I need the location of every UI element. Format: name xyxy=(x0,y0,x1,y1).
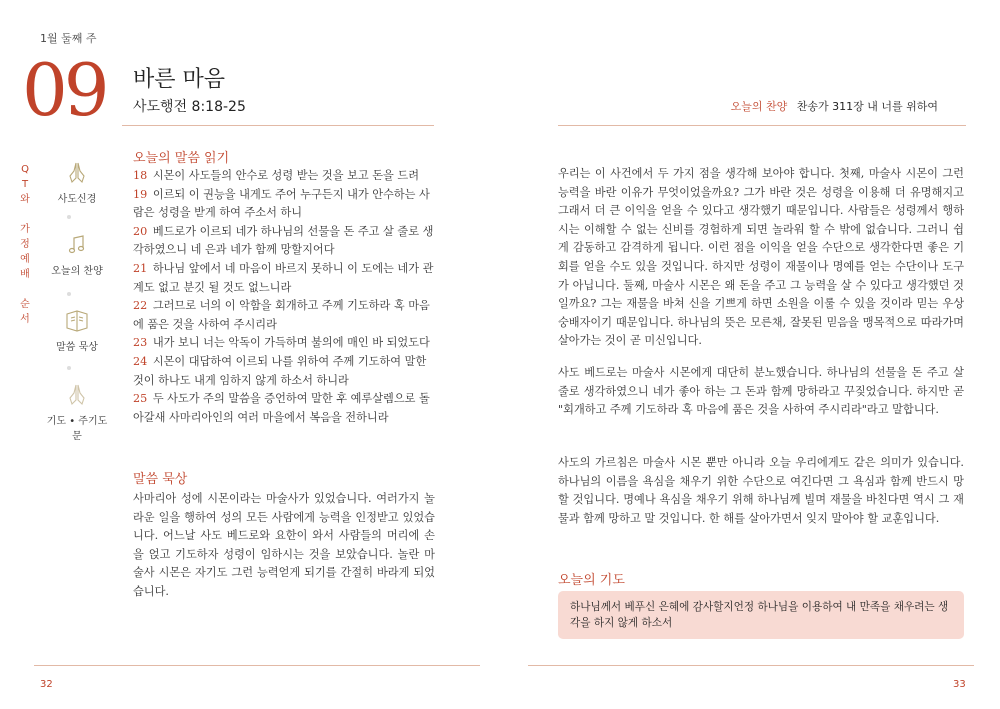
verse: 21 하나님 앞에서 네 마음이 바르지 못하니 이 도에는 네가 관계도 없고 분깃 될 것도 없느니라 xyxy=(133,261,434,294)
step-label: 기도 • 주기도문 xyxy=(46,416,108,442)
music-note-icon xyxy=(62,232,92,258)
day-number: 09 xyxy=(22,48,106,132)
prayer-heading: 오늘의 기도 xyxy=(558,573,625,588)
footer-rule-right xyxy=(528,665,974,666)
verse: 24 시몬이 대답하여 이르되 나를 위하여 주께 기도하여 말한 것이 하나도 내게 임하지 않게 하소서 하니라 xyxy=(133,354,427,387)
page-number-left: 32 xyxy=(40,679,53,690)
meditation-paragraph: 사도의 가르침은 마술사 시몬 뿐만 아니라 오늘 우리에게도 같은 의미가 있습니다. 하나님의 이름을 욕심을 채우기 위한 수단으로 여긴다면 그 욕심과 함께 반드시 망할 것입니다. 명예나 욕심을 채우기 위해 하나님께 빌며 재물을 바친다면 역시 그 재물과 함께 망하고 말 것입니다. 한 해를 살아가면서 잊지 말아야 할 교훈입니다. xyxy=(558,456,964,525)
header-rule-right xyxy=(558,125,966,126)
praying-hands-icon xyxy=(62,382,92,408)
qt-order-vertical-label: Q T 와 가 정 예 배 순 서 xyxy=(20,164,30,325)
verse: 23 내가 보니 너는 악독이 가득하며 불의에 매인 바 되었도다 xyxy=(133,336,430,350)
step-label: 사도신경 xyxy=(57,194,97,205)
verse: 19 이르되 이 권능을 내게도 주어 누구든지 내가 안수하는 사람은 성령을 받게 하여 주소서 하니 xyxy=(133,187,430,220)
prayer-box: 하나님께서 베푸신 은혜에 감사할지언정 하나님을 이용하여 내 만족을 채우려는 생각을 하지 않게 하소서 xyxy=(558,591,964,639)
step-prayer xyxy=(42,382,112,442)
meditation-heading: 말씀 묵상 xyxy=(133,472,188,487)
verse: 18 시몬이 사도들의 안수로 성령 받는 것을 보고 돈을 드려 xyxy=(133,169,420,182)
header-rule-left xyxy=(122,125,434,126)
verse: 25 두 사도가 주의 말씀을 증언하여 말한 후 예루살렘으로 돌아갈새 사마리아인의 여러 마을에서 복음을 전하니라 xyxy=(133,392,430,424)
step-meditation xyxy=(42,308,112,353)
verse: 22 그러므로 너의 이 악함을 회개하고 주께 기도하라 혹 마음에 품은 것을 사하여 주시리라 xyxy=(133,299,430,331)
meditation-paragraph: 우리는 이 사건에서 두 가지 점을 생각해 보아야 합니다. 첫째, 마술사 시몬이 그런 능력을 바란 이유가 무엇이었을까요? 그가 바란 것은 성령을 이용해 더 유명해지고 그래서 더 큰 이익을 얻을 수 있다고 생각했기 때문입니다. 사람들은 성령께서 행하시는 이해할 수 없는 신비를 경험하게 되면 놀라워 할 수 밖에 없습니다. 그러니 쉽게 감동하고 감격하게 됩니다. 이런 점을 이익을 얻을 수단으로 생각한다면 좋은 기회를 얻을 수도 있을 것입니다. 하지만 성령이 재물이나 명예를 얻는 수단이나 도구가 아닙니다. 둘째, 마술사 시몬은 왜 돈을 주고 그 능력을 살 수 있다고 생각했던 것일까요? 그는 재물을 바쳐 신을 기쁘게 하면 소원을 이룰 수 있을 것이라 믿는 우상 숭배자이기 때문입니다. 하나님의 뜻은 모른채, 잘못된 믿음을 맹목적으로 따라가며 살아가는 것이 곧 미신입니다. xyxy=(558,167,964,348)
step-separator-dot xyxy=(67,215,71,219)
page-title: 바른 마음 xyxy=(133,67,226,92)
week-label: 1월 둘째 주 xyxy=(40,32,97,45)
step-label: 오늘의 찬양 xyxy=(51,266,103,277)
verse-list xyxy=(133,167,435,427)
hymn-info xyxy=(731,98,938,114)
page-number-right: 33 xyxy=(953,679,966,690)
step-separator-dot xyxy=(67,292,71,296)
step-todays-hymn xyxy=(42,232,112,277)
hymn-label: 오늘의 찬양 xyxy=(730,100,788,113)
step-separator-dot xyxy=(67,366,71,370)
step-apostles-creed xyxy=(42,160,112,205)
book-icon xyxy=(62,308,92,334)
step-label: 말씀 묵상 xyxy=(56,342,98,353)
verse: 20 베드로가 이르되 네가 하나님의 선물을 돈 주고 살 줄로 생각하였으니 네 은과 네가 함께 망할지어다 xyxy=(133,224,434,257)
meditation-paragraph: 사도 베드로는 마술사 시몬에게 대단히 분노했습니다. 하나님의 선물을 돈 주고 살 줄로 생각하였으니 네가 좋아 하는 그 돈과 함께 망하라고 꾸짖었습니다. 하지만 곧 "회개하고 주께 기도하라 혹 마음에 품은 것을 사하여 주시리라"라고 말합니다. xyxy=(558,366,964,417)
meditation-intro: 사마리아 성에 시몬이라는 마술사가 있었습니다. 여러가지 놀라운 일을 행하여 성의 모든 사람에게 능력을 인정받고 있었습니다. 어느날 사도 베드로와 요한이 와서 사람들의 머리에 손을 얹고 기도하자 성령이 임하시는 것을 보았습니다. 놀란 마술사 시몬은 자기도 그런 능력얻게 되기를 간절히 바라게 되었습니다. xyxy=(133,492,435,598)
reading-heading: 오늘의 말씀 읽기 xyxy=(133,151,230,166)
praying-hands-icon xyxy=(62,160,92,186)
footer-rule-left xyxy=(34,665,480,666)
hymn-text: 찬송가 311장 내 너를 위하여 xyxy=(796,100,938,113)
scripture-reference: 사도행전 8:18-25 xyxy=(133,99,246,115)
